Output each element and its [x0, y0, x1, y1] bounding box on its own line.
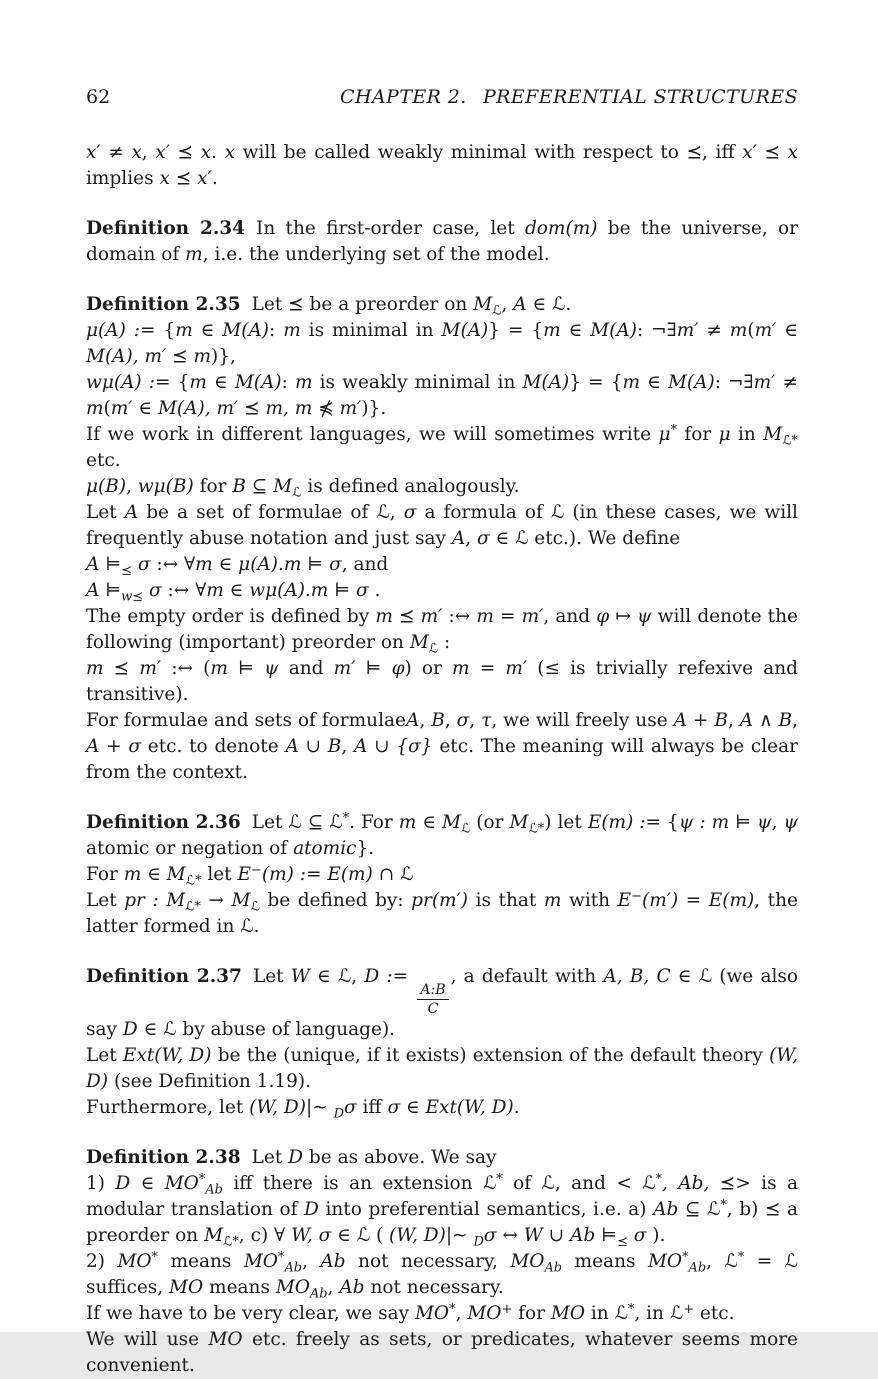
definition-block: [86, 292, 798, 786]
text-line: Let Ext(W, D) be the (unique, if it exists) extension of the default theory (W, D) (see Definition 1.19).: [86, 1045, 798, 1093]
definition-block: [86, 810, 798, 940]
definition-block: [86, 216, 798, 268]
text-line: A $⊨_⪯$ σ :↔ ∀m ∈ μ(A).m ⊨ σ, and: [86, 554, 389, 579]
text-line: We will use MO etc. freely as sets, or predicates, whatever seems more convenient.: [86, 1329, 799, 1377]
text-line: wμ(A) := {m ∈ M(A): m is weakly minimal in M(A)} = {m ∈ M(A): ¬∃m′ ≠ m(m′ ∈ M(A), m′ ⪯ m, m ⋠ m′)}.: [86, 372, 798, 419]
text-line: Let A be a set of formulae of ℒ, σ a formula of ℒ (in these cases, we will frequently abuse notation and just say A, σ ∈ ℒ etc.). We define: [86, 502, 798, 549]
text-line: Definition 2.37 Let W ∈ ℒ, D := $\frac{A:B}{C}$ , a default with A, B, C ∈ ℒ (we also say D ∈ ℒ by abuse of language).: [86, 966, 799, 1041]
chapter-title: CHAPTER 2. PREFERENTIAL STRUCTURES: [340, 86, 798, 108]
text-line: 2) MO* means $MO^*_{Ab}$, Ab not necessary, $MO_{Ab}$ means $MO^*_{Ab}$, ℒ* = ℒ suffices, MO means $MO_{Ab}$, Ab not necessary.: [86, 1250, 799, 1302]
definition-label: Definition 2.37: [86, 966, 242, 987]
definition-label: Definition 2.34: [86, 218, 246, 239]
text-line: Furthermore, let (W, D)|∼ $_D$σ iff σ ∈ Ext(W, D).: [86, 1097, 520, 1122]
text-line: Definition 2.38 Let D be as above. We say: [86, 1147, 497, 1169]
text-line: Definition 2.34 In the first-order case, let dom(m) be the universe, or domain of m, i.e. the underlying set of the model.: [86, 218, 798, 265]
text-line: μ(B), wμ(B) for B ⊆ $M_ℒ$ is defined analogously.: [86, 476, 520, 501]
paragraph-block: [86, 140, 798, 192]
text-line: 1) D ∈ $MO^*_{Ab}$ iff there is an extension ℒ* of ℒ, and < ℒ*, Ab, ⪯> is a modular translation of D into preferential semantics, i.e. a) Ab ⊆ ℒ*, b) ⪯ a preorder on $M_{ℒ*}$, c) ∀ W, σ ∈ ℒ ( (W, D)|∼ $_D$σ ↔ W ∪ Ab $⊨_⪯$ σ ).: [86, 1172, 799, 1250]
inline-fraction: $\frac{A:B}{C}$: [417, 982, 448, 1017]
text-line: m ⪯ m′ :↔ (m ⊨ ψ and m′ ⊨ φ) or m = m′ (≤ is trivially refexive and transitive).: [86, 658, 798, 705]
running-header: [86, 86, 798, 108]
text-line: The empty order is defined by m ⪯ m′ :↔ m = m′, and φ ↦ ψ will denote the following (important) preorder on $M_ℒ$ :: [86, 606, 798, 657]
definition-block: [86, 964, 798, 1121]
text-line: For m ∈ $M_{ℒ*}$ let E−(m) := E(m) ∩ ℒ: [86, 863, 414, 889]
definition-block: [86, 1145, 798, 1379]
text-line: Definition 2.35 Let ⪯ be a preorder on $M_ℒ$, A ∈ ℒ.: [86, 294, 572, 319]
definition-label: Definition 2.38: [86, 1147, 241, 1169]
text-line: If we work in different languages, we will sometimes write μ* for μ in $M_{ℒ*}$ etc.: [86, 423, 798, 471]
text-line: For formulae and sets of formulaeA, B, σ, τ, we will freely use A + B, A ∧ B, A + σ etc. to denote A ∪ B, A ∪ {σ} etc. The meaning will always be clear from the context.: [86, 710, 799, 783]
definition-label: Definition 2.35: [86, 294, 241, 315]
page-number: 62: [86, 86, 111, 108]
text-line: Definition 2.36 Let ℒ ⊆ ℒ*. For m ∈ $M_ℒ$ (or $M_{ℒ*}$) let E(m) := {ψ : m ⊨ ψ, ψ atomic or negation of atomic}.: [86, 811, 798, 859]
page-body-text: [86, 140, 798, 1379]
text-line: Let pr : $M_{ℒ*} \to M_ℒ$ be defined by: pr(m′) is that m with E−(m′) = E(m), the latter formed in ℒ.: [86, 889, 798, 937]
text-line: x′ ≠ x, x′ ⪯ x. x will be called weakly minimal with respect to ⪯, iff x′ ⪯ x implies x ⪯ x′.: [86, 142, 798, 189]
text-line: A $⊨_{w⪯}$ σ :↔ ∀m ∈ wμ(A).m ⊨ σ .: [86, 580, 381, 605]
text-line: μ(A) := {m ∈ M(A): m is minimal in M(A)} = {m ∈ M(A): ¬∃m′ ≠ m(m′ ∈ M(A), m′ ⪯ m)},: [86, 320, 798, 367]
text-line: If we have to be very clear, we say MO*, MO+ for MO in ℒ*, in ℒ+ etc.: [86, 1302, 735, 1325]
definition-label: Definition 2.36: [86, 812, 241, 833]
